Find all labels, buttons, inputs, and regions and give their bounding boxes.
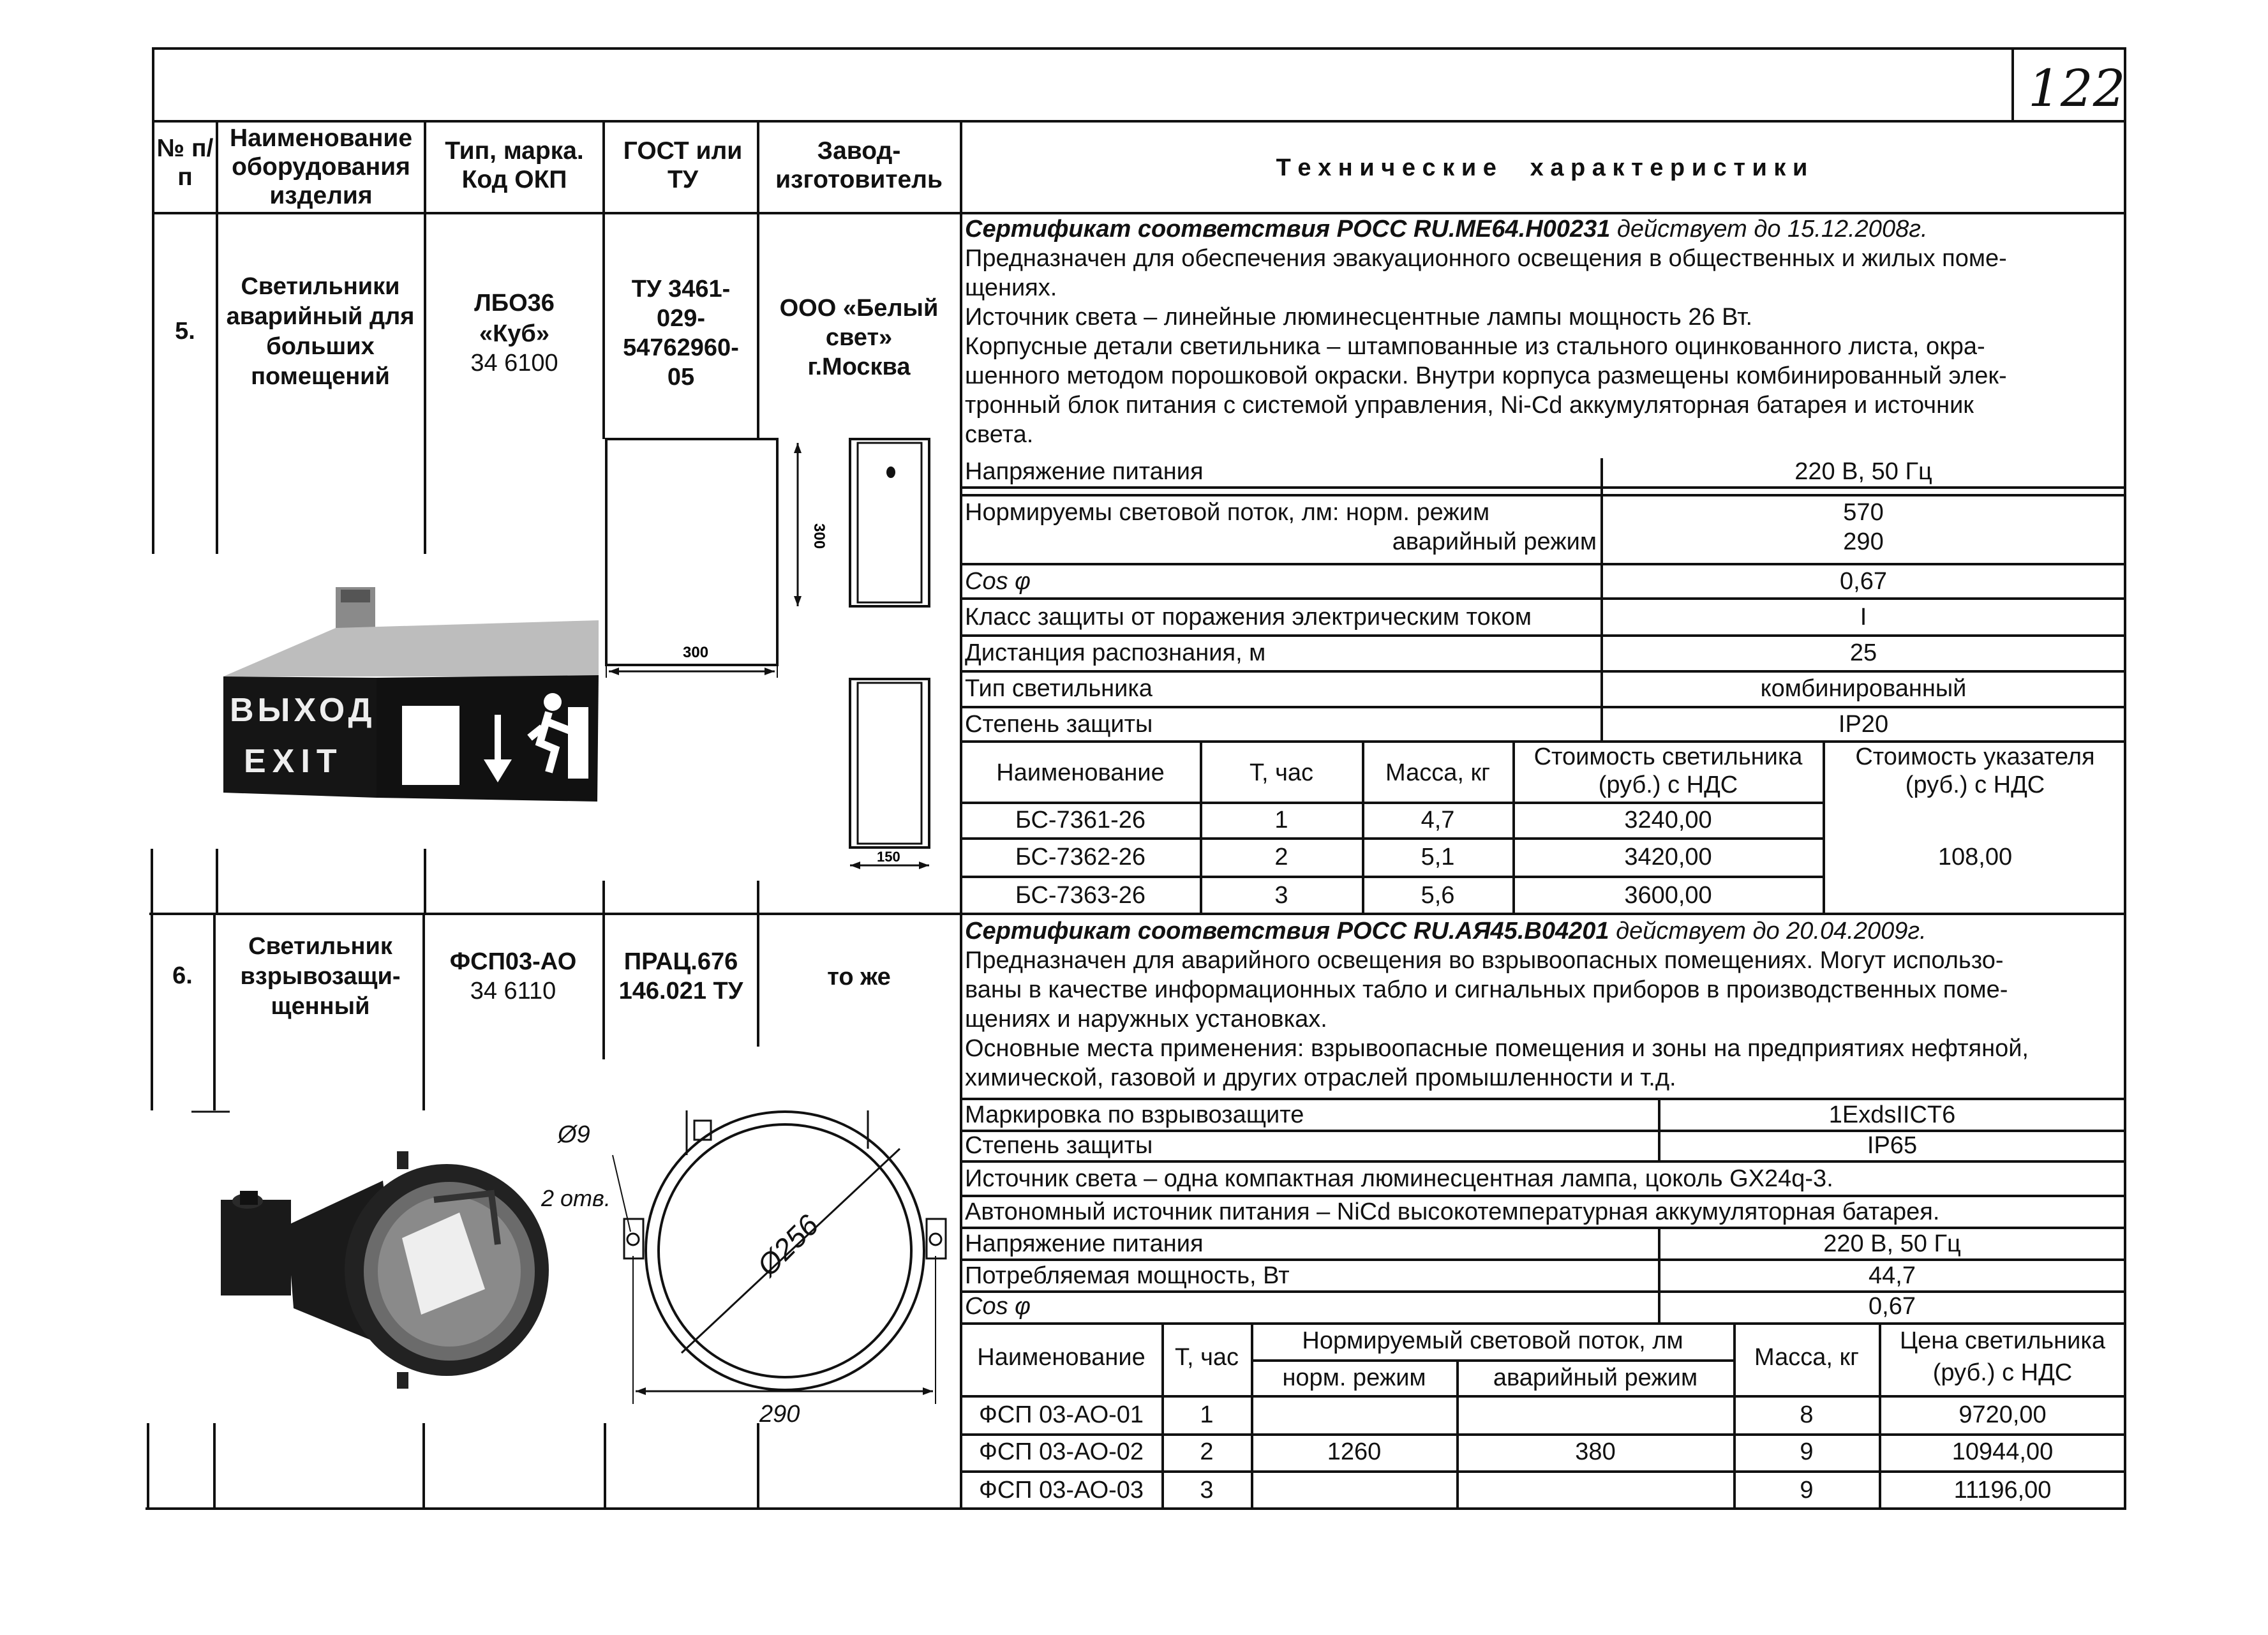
i6-tbl-h1 [960, 1395, 2124, 1398]
i6-r0-price: 9720,00 [1958, 1401, 2047, 1428]
i5-flux-label: Нормируемы световой поток, лм: норм. режим [965, 499, 1490, 526]
item6-cert [965, 916, 1927, 946]
item6-desc-2: щениях и наружных установках. [965, 1006, 1327, 1033]
i6-ex-value: 1ExdsIICT6 [1828, 1101, 1956, 1128]
item5-gost-l3: 54762960- [623, 334, 739, 361]
i6-th-t: Т, час [1174, 1344, 1239, 1371]
i5-lamp-label: Тип светильника [965, 675, 1153, 702]
i6-th-mass: Масса, кг [1754, 1344, 1859, 1371]
i6-r1-t: 2 [1200, 1438, 1214, 1465]
item5-sign-ru: ВЫХОД [230, 692, 376, 729]
item5-cert-valid: действует до 15.12.2008г. [1616, 216, 1928, 243]
i6-r2-name: ФСП 03-АО-03 [978, 1477, 1144, 1504]
i6-r2-t: 3 [1200, 1477, 1214, 1504]
i5-ip-value: IP20 [1838, 711, 1889, 738]
i6-tbl-sub [1251, 1359, 1733, 1362]
item6-name: Светильник взрывозащи-щенный [240, 933, 401, 1020]
i6-ex-label: Маркировка по взрывозащите [965, 1101, 1304, 1128]
i6-power-value: 44,7 [1869, 1262, 1916, 1289]
item6-desc-1: ваны в качестве информационных табло и сигнальных приборов в производственных поме- [965, 976, 2008, 1003]
v5-low1 [151, 849, 153, 913]
v6-col3 [422, 913, 425, 1110]
i5-th-indicator: Стоимость указателя (руб.) с НДС [1855, 743, 2095, 798]
i5-flux-label2: аварийный режим [1392, 528, 1597, 555]
i5-spec-h6 [960, 706, 2124, 708]
item5-front-view [606, 439, 777, 665]
i6-r0-t: 1 [1200, 1401, 1214, 1428]
i6-r0-name: ФСП 03-АО-01 [978, 1401, 1144, 1428]
item6-type: ФСП03-АО [449, 948, 577, 975]
item5-desc-3: Корпусные детали светильника – штампованные из стального оцинкованного листа, окра- [965, 333, 1985, 360]
item5-side-view [850, 439, 929, 606]
item5-cert-number: Сертификат соответствия РОСС RU.ME64.H00231 [965, 216, 1611, 243]
i6-th-name: Наименование [977, 1344, 1145, 1371]
i6-tbl-h2 [960, 1433, 2124, 1436]
header-col-type: Тип, марка. Код ОКП [445, 137, 584, 193]
i6-voltage-value: 220 В, 50 Гц [1823, 1230, 1961, 1257]
i5-spec-h5 [960, 670, 2124, 673]
i5-spec-h0 [960, 486, 2124, 489]
i5-r1-mass: 5,1 [1421, 844, 1455, 870]
item6-cert-number: Сертификат соответствия РОСС RU.AЯ45.B04201 [965, 918, 1609, 944]
i6-flux-norm-value: 1260 [1327, 1438, 1382, 1465]
item6-gost-l2: 146.021 ТУ [618, 978, 743, 1004]
i5-r2-name: БС-7363-26 [1015, 882, 1146, 909]
i5-dist-label: Дистанция распознания, м [965, 639, 1266, 666]
item5-desc-4: шенного методом порошковой окраски. Внутри корпуса размещены комбинированный элек- [965, 362, 2007, 389]
item5-code: 34 6100 [470, 350, 558, 377]
header-col-tech: Т е х н и ч е с к и е х а р а к т е р и с т и к и [1276, 154, 1808, 181]
i5-class-label: Класс защиты от поражения электрическим током [965, 604, 1532, 631]
i5-r1-name: БС-7362-26 [1015, 844, 1146, 870]
i5-voltage-value: 220 В, 50 Гц [1794, 458, 1932, 485]
item6-maker: то же [827, 964, 891, 990]
i5-lamp-value: комбинированный [1760, 675, 1967, 702]
item5-desc-6: света. [965, 421, 1034, 448]
i6-source: Источник света – одна компактная люминесцентная лампа, цоколь GX24q-3. [965, 1165, 1833, 1192]
i5-cos-value: 0,67 [1840, 568, 1887, 595]
v6-low1 [147, 1423, 149, 1510]
item5-type-l2: «Куб» [479, 320, 550, 347]
i6-th-flux: Нормируемый световой поток, лм [1302, 1327, 1683, 1354]
item6-desc-3: Основные места применения: взрывоопасные помещения и зоны на предприятиях нефтяной, [965, 1035, 2029, 1062]
i6-r1-mass: 9 [1800, 1438, 1814, 1465]
item5-bottom-view [850, 679, 929, 847]
i5-class-value: I [1860, 604, 1867, 631]
item6-no: 6. [172, 962, 193, 989]
i5-r1-t: 2 [1274, 844, 1288, 870]
item5-dim-height: 300 [810, 523, 828, 549]
item6-cert-valid: действует до 20.04.2009г. [1616, 918, 1927, 944]
frame-bottom [145, 1507, 2126, 1510]
pagenum-box-left [2011, 47, 2014, 121]
i5-spec-h3 [960, 597, 2124, 600]
i5-cos-label: Cos φ [965, 568, 1031, 595]
i6-r1-price: 10944,00 [1951, 1438, 2054, 1465]
i6-cos-value: 0,67 [1869, 1293, 1916, 1320]
item5-maker-l3: г.Москва [807, 354, 911, 380]
i5-dist-value: 25 [1849, 639, 1877, 666]
item5-gost-l1: ТУ 3461- [631, 276, 731, 302]
item5-desc-0: Предназначен для обеспечения эвакуационного освещения в общественных и жилых поме- [965, 245, 2007, 272]
i5-tbl-h2 [960, 837, 1824, 840]
item6-code: 34 6110 [470, 978, 556, 1004]
i5-voltage-label: Напряжение питания [965, 458, 1204, 485]
item5-desc-2: Источник света – линейные люминесцентные лампы мощность 26 Вт. [965, 304, 1753, 331]
v6-col1 [151, 913, 153, 1110]
i5-r0-price: 3240,00 [1624, 807, 1712, 833]
i6-cos-label: Cos φ [965, 1293, 1031, 1320]
item5-type-l1: ЛБО36 [474, 290, 555, 317]
i6-r2-mass: 9 [1800, 1477, 1814, 1504]
i6-tbl-h3 [960, 1470, 2124, 1473]
i6-voltage-label: Напряжение питания [965, 1230, 1204, 1257]
i6-r0-mass: 8 [1800, 1401, 1814, 1428]
i5-spec-h2 [960, 563, 2124, 565]
i5-th-price: Стоимость светильника (руб.) с НДС [1533, 743, 1803, 798]
frame-right [2124, 47, 2126, 1510]
frame-left [152, 47, 154, 121]
item6-desc-4: химической, газовой и других отраслей промышленности и т.д. [965, 1064, 1676, 1091]
item6-dim-width: 290 [759, 1401, 800, 1428]
item6-drawing [191, 1098, 957, 1455]
i5-r2-mass: 5,6 [1421, 882, 1455, 909]
item5-desc-5: тронный блок питания с системой управления, Ni-Cd аккумуляторная батарея и источник [965, 392, 1974, 419]
header-col-name: Наименование оборудования изделия [229, 124, 413, 209]
item5-gost-l4: 05 [667, 364, 695, 391]
item5-maker-l2: свет» [825, 324, 893, 351]
item6-lamp-photo [221, 1151, 549, 1389]
item5-gost-l2: 029- [656, 305, 706, 332]
v6-col2 [213, 913, 216, 1110]
i5-flux-norm: 570 [1843, 499, 1884, 526]
i5-th-mass: Масса, кг [1385, 759, 1490, 786]
item6-dim-holes: 2 отв. [541, 1185, 611, 1211]
item5-drawing [211, 428, 932, 887]
item6-gost-l1: ПРАЦ.676 [623, 948, 738, 975]
i5-th-t: Т, час [1249, 759, 1314, 786]
header-col-gost: ГОСТ или ТУ [623, 137, 743, 193]
i5-r0-t: 1 [1274, 807, 1288, 833]
item5-desc-1: щениях. [965, 274, 1057, 301]
frame-top [153, 47, 2126, 50]
item6-desc-0: Предназначен для аварийного освещения во взрывоопасных помещениях. Могут использо- [965, 947, 2004, 974]
i6-flux-emerg-value: 380 [1575, 1438, 1616, 1465]
item6-dim-diameter: Ø256 [750, 1208, 825, 1283]
i6-th-flux-norm: норм. режим [1282, 1364, 1426, 1391]
i5-spec-h1 [960, 494, 2124, 496]
i6-battery: Автономный источник питания – NiCd высокотемпературная аккумуляторная батарея. [965, 1198, 1940, 1225]
page-number: 122 [2028, 59, 2126, 118]
i5-th-name: Наименование [996, 759, 1165, 786]
i6-r1-name: ФСП 03-АО-02 [978, 1438, 1144, 1465]
i5-flux-emerg: 290 [1843, 528, 1884, 555]
v-col1 [152, 120, 154, 554]
i6-th-price: Цена светильника (руб.) с НДС [1900, 1327, 2105, 1386]
i5-tbl-h3 [960, 876, 1824, 878]
i5-tbl-v3 [1512, 743, 1515, 913]
v6-col4 [602, 913, 605, 1059]
i5-r1-price: 3420,00 [1624, 844, 1712, 870]
i5-r0-mass: 4,7 [1421, 807, 1455, 833]
i6-power-label: Потребляемая мощность, Вт [965, 1262, 1290, 1289]
item5-name: Светильники аварийный для больших помещений [226, 273, 415, 390]
item-separator [149, 913, 2126, 915]
v-col4 [602, 120, 605, 439]
item5-dim-depth: 150 [877, 849, 900, 865]
header-col-no: № п/п [156, 135, 214, 191]
i6-th-flux-emerg: аварийный режим [1493, 1364, 1698, 1391]
i5-r2-price: 3600,00 [1624, 882, 1712, 909]
i5-spec-h4 [960, 634, 2124, 637]
item5-cert [965, 214, 1928, 244]
i6-ip-label: Степень защиты [965, 1132, 1153, 1159]
item5-no: 5. [175, 318, 195, 345]
i5-ip-label: Степень защиты [965, 711, 1153, 738]
i6-r2-price: 11196,00 [1953, 1477, 2052, 1504]
item5-maker-l1: ООО «Белый [779, 295, 939, 322]
item5-exit-sign-photo [223, 587, 599, 802]
header-col-maker: Завод-изготовитель [775, 137, 943, 193]
header-top [152, 120, 2126, 123]
i5-tbl-v4 [1823, 743, 1825, 913]
item5-sign-en: EXIT [244, 743, 343, 780]
i6-spec-h2 [960, 1160, 2124, 1163]
i5-tbl-h1 [960, 802, 1824, 804]
item5-dim-width: 300 [683, 644, 709, 661]
i5-r2-t: 3 [1274, 882, 1288, 909]
item6-dim-hole: Ø9 [558, 1121, 590, 1148]
i5-indicator-price: 108,00 [1937, 844, 2013, 870]
i5-r0-name: БС-7361-26 [1015, 807, 1146, 833]
i6-ip-value: IP65 [1867, 1132, 1918, 1159]
